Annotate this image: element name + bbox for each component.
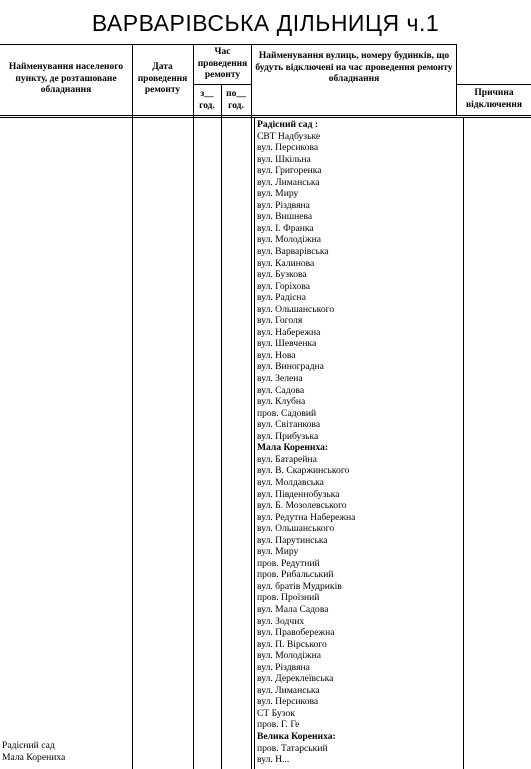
street-item: вул. Садова [257,384,305,396]
street-item: пров. Рибальський [257,569,334,581]
location-column-header: Найменування населеного пункту, де розташоване обладнання [8,62,124,95]
street-item: вул. Прибузька [257,430,319,442]
street-item: вул. Н... [257,754,290,766]
street-item: вул. Миру [257,546,299,558]
time-subheader-border [193,84,252,85]
col-divider-3 [221,84,222,769]
street-item: вул. Гоголя [257,315,303,327]
locality-heading: Велика Корениха: [257,730,336,742]
street-item: вул. Парутинська [257,534,328,546]
street-item: вул. Варварівська [257,246,329,258]
street-item: вул. Лиманська [257,684,320,696]
street-item: вул. В. Скаржинського [257,465,350,477]
header-bottom-border-2 [0,117,531,118]
street-item: вул. Світанкова [257,419,321,431]
time-column-header: Час проведення ремонту [197,47,248,80]
street-item: вул. Шевченка [257,338,317,350]
street-item: вул. Лиманська [257,176,320,188]
street-item: вул. Молодіжна [257,650,321,662]
street-item: вул. Вишнева [257,211,313,223]
street-item: вул. Різдвяна [257,661,310,673]
header-bottom-border [0,115,531,116]
street-item: вул. Молдавська [257,476,324,488]
date-column-header: Дата проведення ремонту [137,62,188,95]
street-item: пров. Татарський [257,742,328,754]
locality-heading: Радісний сад : [257,119,319,130]
street-item: вул. Мала Садова [257,603,329,615]
streets-column-header: Найменування вулиць, номеру будинків, що будуть відключені на час проведення ремонту обладнання [255,51,453,84]
street-item: вул. Батарейна [257,453,317,465]
street-item: вул. Дереклеївська [257,673,334,685]
street-item: вул. Набережна [257,326,321,338]
col-divider-5 [254,117,255,769]
street-item: вул. Південнобузька [257,488,340,500]
street-item: пров. Г. Ге [257,719,300,731]
street-item: вул. Калинова [257,257,315,269]
street-item: вул. Ольшанського [257,523,335,535]
time-from-header: з__ год. [199,89,215,111]
locality-heading: Мала Корениха: [257,442,329,454]
street-item: вул. Правобережна [257,627,335,639]
street-item: вул. Горіхова [257,280,311,292]
street-item: вул. Клубна [257,396,306,408]
street-item: СВТ Надбузьке [257,130,321,142]
street-item: СТ Бузок [257,707,295,719]
street-item: пров. Редутний [257,557,320,569]
time-to-header: по__ год. [226,89,246,111]
street-item: вул. Шкільна [257,153,311,165]
col-divider-7 [463,117,464,769]
location-name: Мала Корениха [2,751,66,763]
document-title: ВАРВАРІВСЬКА ДІЛЬНИЦЯ ч.1 [91,10,440,36]
locations-cell [2,740,130,763]
street-item: вул. Зодчих [257,615,305,627]
street-item: вул. Радісна [257,292,306,304]
streets-list [257,119,462,766]
street-item: вул. Ольшанського [257,303,335,315]
street-item: вул. Редутна Набережна [257,511,356,523]
street-item: вул. Персикова [257,696,319,708]
street-item: вул. І. Франка [257,222,314,234]
street-item: вул. Григоренка [257,165,322,177]
street-item: пров. Проїзний [257,592,320,604]
col-divider-4 [251,44,252,769]
street-item: вул. Нова [257,349,296,361]
location-name: Радісний сад [2,740,55,751]
col-divider-2 [193,44,194,769]
street-item: вул. Виноградна [257,361,324,373]
col-divider-1 [132,44,133,769]
street-item: вул. Різдвяна [257,199,310,211]
street-item: вул. П. Вірського [257,638,327,650]
street-item: вул. Бузкова [257,269,307,281]
street-item: вул. братів Мудриків [257,580,342,592]
reason-header-top-border [456,84,531,85]
street-item: пров. Садовий [257,407,317,419]
reason-column-header: Причина відключення [466,88,522,110]
street-item: вул. Зелена [257,373,303,385]
street-item: вул. Миру [257,188,299,200]
col-divider-6 [456,44,457,115]
street-item: вул. Персикова [257,142,319,154]
street-item: вул. Б. Мозолевського [257,500,347,512]
street-item: вул. Молодіжна [257,234,321,246]
table-top-border [0,44,456,45]
